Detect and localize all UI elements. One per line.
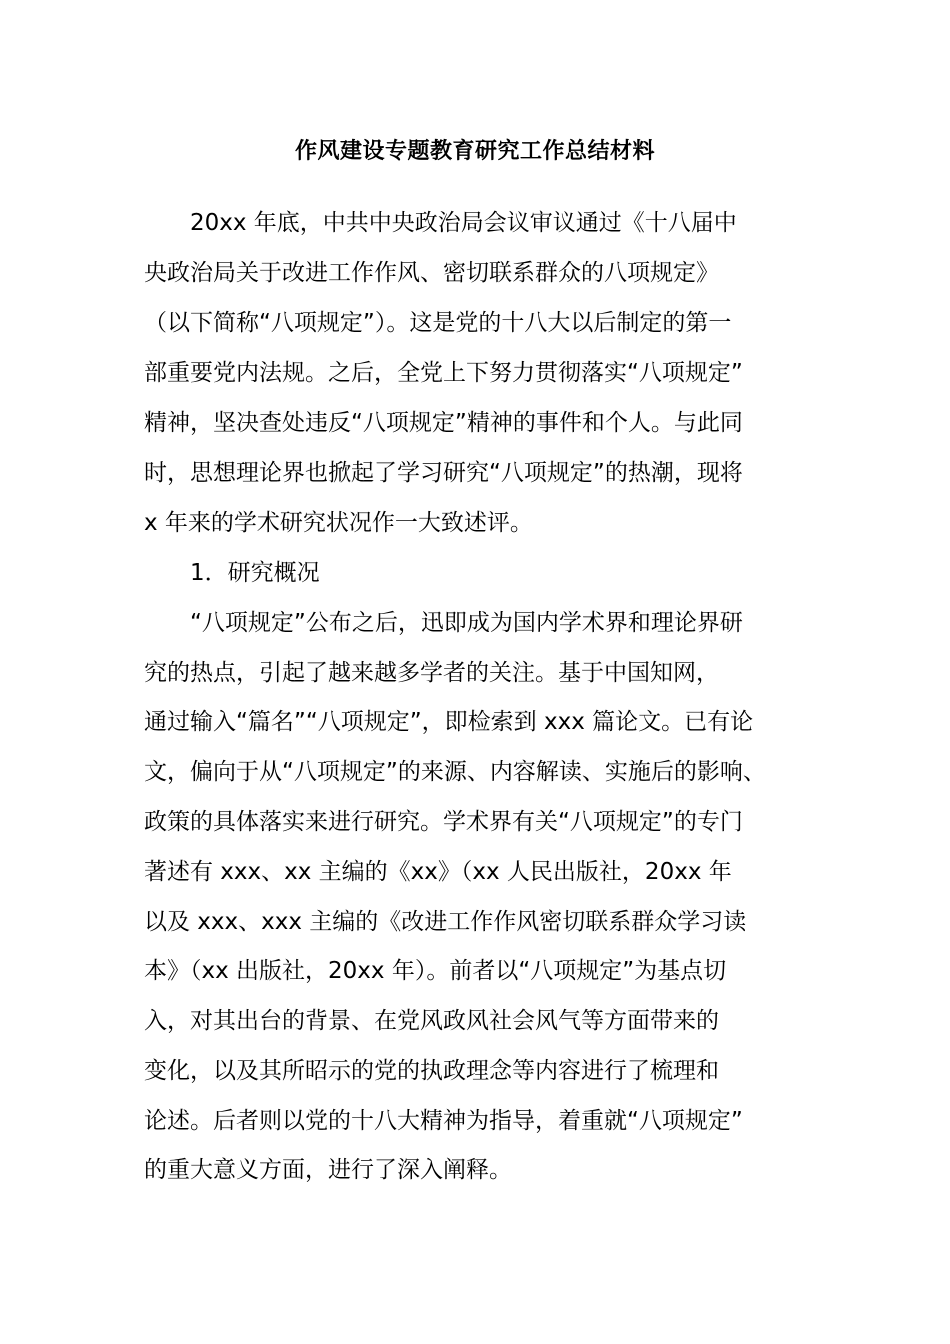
body-line: 央政治局关于改进工作作风、密切联系群众的八项规定》 (144, 260, 719, 286)
body-line: 精神，坚决查处违反“八项规定”精神的事件和个人。与此同 (144, 410, 743, 436)
body-line: 变化，以及其所昭示的党的执政理念等内容进行了梳理和 (144, 1058, 719, 1084)
body-line: 以及 xxx、xxx 主编的《改进工作作风密切联系群众学习读 (144, 909, 747, 935)
body-line: 通过输入“篇名”“八项规定”，即检索到 xxx 篇论文。已有论 (144, 709, 754, 735)
body-line: 20xx 年底，中共中央政治局会议审议通过《十八届中 (144, 210, 737, 236)
body-line: 著述有 xxx、xx 主编的《xx》（xx 人民出版社，20xx 年 (144, 859, 732, 885)
body-line: 文，偏向于从“八项规定”的来源、内容解读、实施后的影响、 (144, 759, 766, 785)
document-title: 作风建设专题教育研究工作总结材料 (294, 139, 655, 164)
body-line: （以下简称“八项规定”）。这是党的十八大以后制定的第一 (144, 310, 732, 336)
body-line: 的重大意义方面，进行了深入阐释。 (144, 1157, 512, 1183)
body-line: 政策的具体落实来进行研究。学术界有关“八项规定”的专门 (144, 809, 743, 835)
body-line: “八项规定”公布之后，迅即成为国内学术界和理论界研 (144, 610, 743, 636)
body-line: 时，思想理论界也掀起了学习研究“八项规定”的热潮，现将 (144, 460, 743, 486)
body-line: x 年来的学术研究状况作一大致述评。 (144, 510, 533, 536)
body-line: 本》（xx 出版社，20xx 年）。前者以“八项规定”为基点切 (144, 958, 727, 984)
section-heading: 1．研究概况 (144, 560, 320, 586)
body-line: 部重要党内法规。之后，全党上下努力贯彻落实“八项规定” (144, 360, 743, 386)
body-line: 究的热点，引起了越来越多学者的关注。基于中国知网， (144, 660, 719, 686)
body-line: 入，对其出台的背景、在党风政风社会风气等方面带来的 (144, 1008, 719, 1034)
body-line: 论述。后者则以党的十八大精神为指导，着重就“八项规定” (144, 1108, 743, 1134)
